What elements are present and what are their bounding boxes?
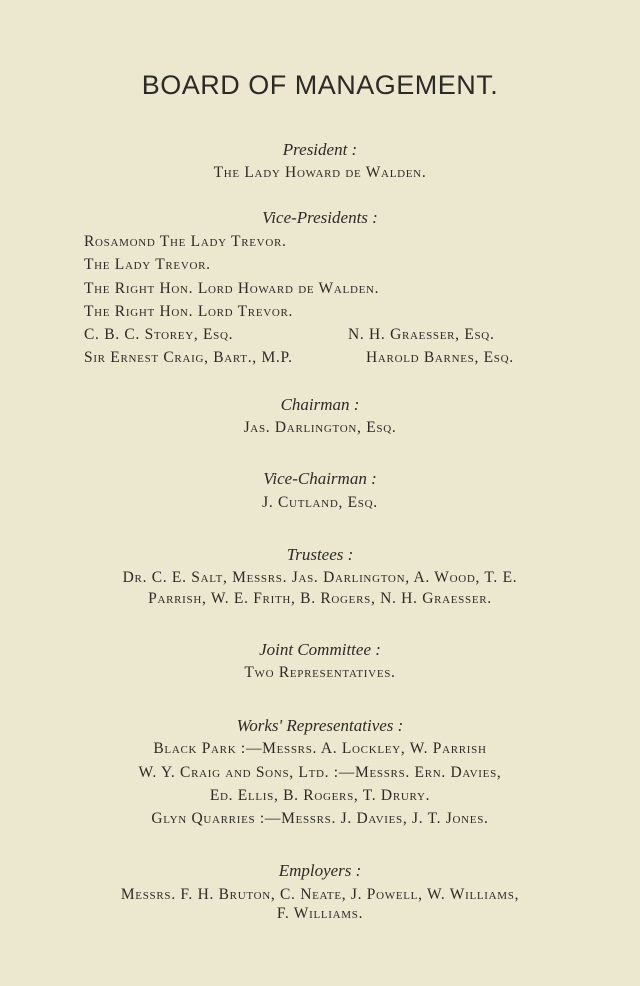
vice-president-name: The Lady Trevor. xyxy=(84,256,211,273)
vice-president-name: Rosamond The Lady Trevor. xyxy=(84,233,287,250)
works-representatives-line: W. Y. Craig and Sons, Ltd. :—Messrs. Ern. Davies, xyxy=(138,764,502,781)
works-representatives-heading: Works' Representatives : xyxy=(236,716,404,735)
trustees-line: Parrish, W. E. Frith, B. Rogers, N. H. Graesser. xyxy=(148,590,492,607)
trustees-line: Dr. C. E. Salt, Messrs. Jas. Darlington, A. Wood, T. E. xyxy=(122,569,518,586)
joint-committee-heading: Joint Committee : xyxy=(259,640,381,659)
president-heading: President : xyxy=(282,140,358,159)
trustees-heading: Trustees : xyxy=(286,545,354,564)
vice-president-name: Sir Ernest Craig, Bart., M.P. xyxy=(84,349,293,366)
joint-committee-line: Two Representatives. xyxy=(244,664,396,681)
vice-president-name: N. H. Graesser, Esq. xyxy=(348,326,495,343)
vice-president-name: Harold Barnes, Esq. xyxy=(366,349,514,366)
employers-line: Messrs. F. H. Bruton, C. Neate, J. Powell, W. Williams, xyxy=(120,886,520,903)
chairman-heading: Chairman : xyxy=(280,395,360,414)
vice-president-name: The Right Hon. Lord Howard de Walden. xyxy=(84,280,380,297)
works-representatives-line: Black Park :—Messrs. A. Lockley, W. Parrish xyxy=(153,740,487,757)
employers-line: F. Williams. xyxy=(276,905,364,922)
page-title: BOARD OF MANAGEMENT. xyxy=(141,70,499,100)
works-representatives-line: Glyn Quarries :—Messrs. J. Davies, J. T. Jones. xyxy=(151,810,489,827)
president-name: The Lady Howard de Walden. xyxy=(213,164,427,181)
works-representatives-line: Ed. Ellis, B. Rogers, T. Drury. xyxy=(209,787,431,804)
chairman-name: Jas. Darlington, Esq. xyxy=(243,419,397,436)
vice-president-name: The Right Hon. Lord Trevor. xyxy=(84,303,294,320)
employers-heading: Employers : xyxy=(278,861,362,880)
vice-presidents-heading: Vice-Presidents : xyxy=(262,208,378,227)
vice-chairman-name: J. Cutland, Esq. xyxy=(262,494,378,511)
vice-president-name: C. B. C. Storey, Esq. xyxy=(84,326,234,343)
vice-chairman-heading: Vice-Chairman : xyxy=(263,469,377,488)
